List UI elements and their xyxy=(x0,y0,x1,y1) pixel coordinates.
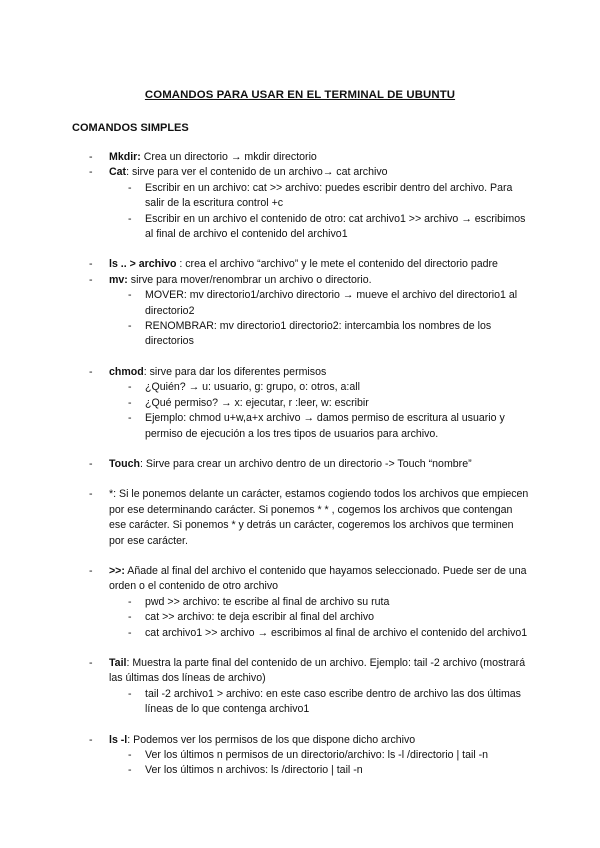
bullet-dash: - xyxy=(89,656,93,669)
bullet-dash: - xyxy=(89,258,93,271)
section-heading: COMANDOS SIMPLES xyxy=(72,122,189,134)
command-description: Crea un directorio → mkdir directorio xyxy=(140,151,317,163)
sub-list-item xyxy=(0,411,530,442)
command-name: Cat xyxy=(109,166,127,179)
spacer xyxy=(0,350,600,365)
bullet-dash: - xyxy=(89,166,93,179)
document-title: COMANDOS PARA USAR EN EL TERMINAL DE UBUNTU xyxy=(144,89,456,101)
sub-item-text: Escribir en un archivo el contenido de otro: cat archivo1 >> archivo → escribimos al final de archivo el contenido del archivo1 xyxy=(145,212,526,241)
sub-list-item xyxy=(0,319,530,350)
sub-item-text: tail -2 archivo1 > archivo: en este caso escribe dentro de archivo las dos últimas líneas de lo que contenga archivo1 xyxy=(145,687,521,716)
list-item xyxy=(0,564,530,595)
sub-item-text: Ver los últimos n archivos: ls /directorio | tail -n xyxy=(145,764,363,777)
command-name: ls -l xyxy=(109,733,128,746)
bullet-dash: - xyxy=(89,488,93,501)
sub-list-item xyxy=(0,626,530,641)
list-item xyxy=(0,150,530,165)
sub-bullet-dash: - xyxy=(128,687,132,700)
sub-bullet-dash: - xyxy=(128,181,132,194)
sub-list-item xyxy=(0,610,530,625)
sub-list-item xyxy=(0,396,530,411)
sub-bullet-dash: - xyxy=(128,611,132,624)
sub-list-item xyxy=(0,212,530,243)
command-name: chmod xyxy=(109,365,144,378)
sub-item-text: pwd >> archivo: te escribe al final de archivo su ruta xyxy=(145,595,390,608)
sub-list-item xyxy=(0,748,530,763)
spacer xyxy=(0,442,600,457)
sub-list-item xyxy=(0,181,530,212)
command-list xyxy=(0,150,600,779)
sub-bullet-dash: - xyxy=(128,764,132,777)
bullet-dash: - xyxy=(89,365,93,378)
list-item xyxy=(0,257,530,272)
sub-bullet-dash: - xyxy=(128,396,132,409)
command-description: : Podemos ver los permisos de los que dispone dicho archivo xyxy=(127,733,416,746)
sub-bullet-dash: - xyxy=(128,289,132,302)
sub-bullet-dash: - xyxy=(128,749,132,761)
bullet-dash: - xyxy=(89,564,93,577)
command-name: Touch xyxy=(109,457,140,470)
sub-item-text: ¿Quién? → u: usuario, g: grupo, o: otros, a:all xyxy=(145,381,360,394)
list-item xyxy=(0,487,530,549)
command-description: sirve para mover/renombrar un archivo o directorio. xyxy=(127,273,372,286)
list-item xyxy=(0,733,530,748)
command-description: : crea el archivo “archivo” y le mete el contenido del directorio padre xyxy=(176,258,498,271)
sub-list-item xyxy=(0,288,530,319)
list-item xyxy=(0,365,530,380)
list-item xyxy=(0,656,530,687)
sub-list-item xyxy=(0,687,530,718)
command-name: ls .. > archivo xyxy=(109,258,177,271)
bullet-dash: - xyxy=(89,151,93,163)
command-name: mv: xyxy=(109,273,128,286)
sub-bullet-dash: - xyxy=(128,212,132,225)
bullet-dash: - xyxy=(89,273,93,286)
spacer xyxy=(0,242,600,257)
command-name: Mkdir: xyxy=(109,151,141,163)
spacer xyxy=(0,549,600,564)
sub-list-item xyxy=(0,595,530,610)
sub-item-text: cat >> archivo: te deja escribir al final del archivo xyxy=(145,611,375,624)
sub-bullet-dash: - xyxy=(128,320,132,333)
sub-item-text: Escribir en un archivo: cat >> archivo: puedes escribir dentro del archivo. Para salir de la escritura control +c xyxy=(145,181,513,210)
sub-item-text: Ver los últimos n permisos de un directorio/archivo: ls -l /directorio | tail -n xyxy=(145,749,489,761)
spacer xyxy=(0,472,600,487)
list-item xyxy=(0,457,530,472)
sub-item-text: Ejemplo: chmod u+w,a+x archivo → damos permiso de escritura al usuario y permiso de ejecución a los tres tipos de usuarios para archivo. xyxy=(145,412,505,440)
sub-bullet-dash: - xyxy=(128,626,132,639)
sub-item-text: cat archivo1 >> archivo → escribimos al final de archivo el contenido del archivo1 xyxy=(145,626,528,639)
sub-bullet-dash: - xyxy=(128,412,132,425)
sub-item-text: ¿Qué permiso? → x: ejecutar, r :leer, w: escribir xyxy=(145,396,369,409)
list-item xyxy=(0,165,530,180)
sub-item-text: RENOMBRAR: mv directorio1 directorio2: intercambia los nombres de los directorios xyxy=(145,320,492,348)
bullet-dash: - xyxy=(89,457,93,470)
command-description: *: Si le ponemos delante un carácter, estamos cogiendo todos los archivos que empiecen por ese determinando carácter. Si ponemos * * , cogemos los archivos que contengan ese carácter. Si ponemos * y detrás un carácter, cogeremos los archivos que terminen por ese carácter. xyxy=(109,488,529,547)
sub-list-item xyxy=(0,763,530,778)
command-name: Tail xyxy=(109,656,127,669)
command-name: >>: xyxy=(109,564,125,577)
spacer xyxy=(0,641,600,656)
command-description: : sirve para ver el contenido de un archivo→ cat archivo xyxy=(126,166,388,179)
bullet-dash: - xyxy=(89,733,93,746)
command-description: : Sirve para crear un archivo dentro de un directorio -> Touch “nombre” xyxy=(140,457,472,470)
list-item xyxy=(0,273,530,288)
sub-item-text: MOVER: mv directorio1/archivo directorio → mueve el archivo del directorio1 al directorio2 xyxy=(145,289,518,317)
sub-list-item xyxy=(0,380,530,395)
command-description: Añade al final del archivo el contenido que hayamos seleccionado. Puede ser de una orden o el contenido de otro archivo xyxy=(109,564,527,593)
command-description: : Muestra la parte final del contenido de un archivo. Ejemplo: tail -2 archivo (mostrará las últimas dos líneas de archivo) xyxy=(109,656,526,685)
spacer xyxy=(0,718,600,733)
command-description: : sirve para dar los diferentes permisos xyxy=(143,365,327,378)
sub-bullet-dash: - xyxy=(128,381,132,394)
sub-bullet-dash: - xyxy=(128,595,132,608)
